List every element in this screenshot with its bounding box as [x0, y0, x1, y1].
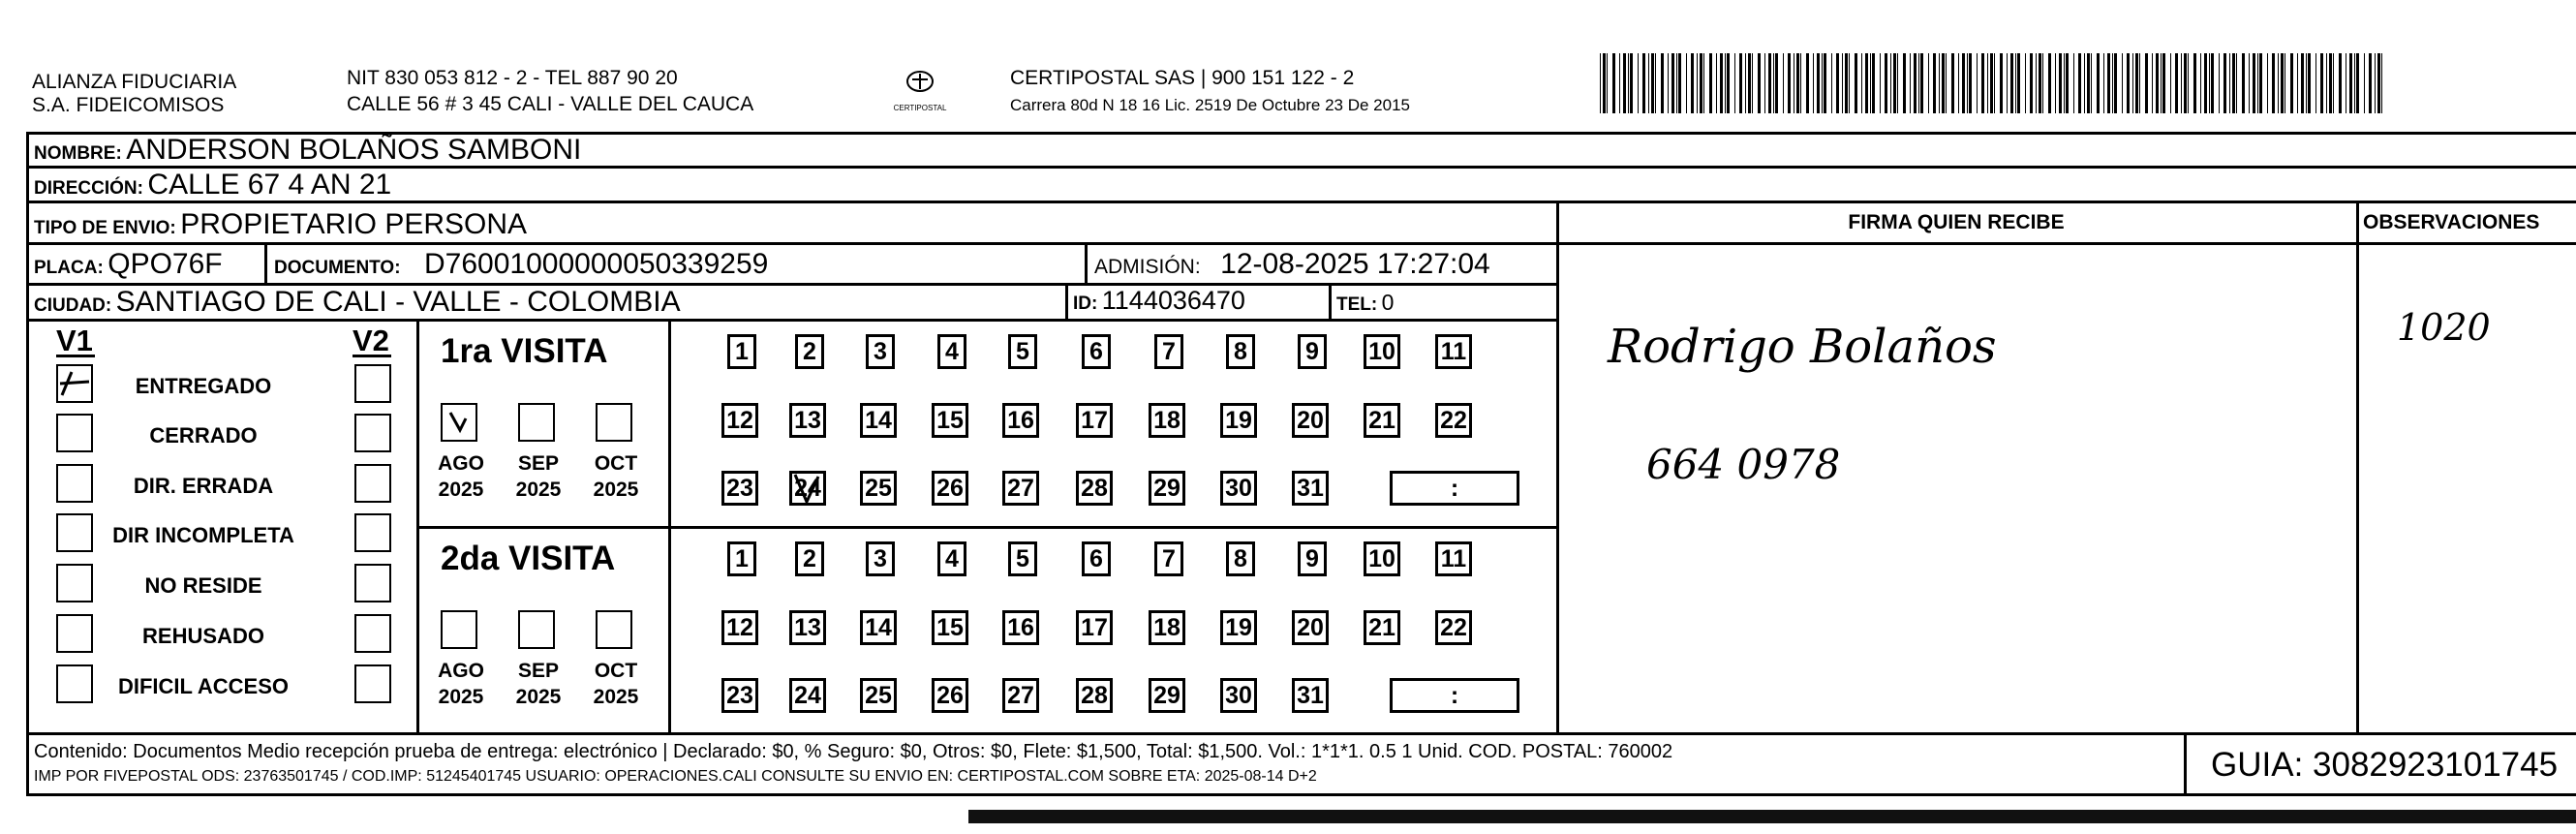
documento-label: DOCUMENTO: — [274, 258, 401, 278]
frame-bottom — [26, 793, 2576, 796]
day-box-23[interactable]: 23 — [721, 678, 758, 713]
visit-title: 1ra VISITA — [441, 332, 608, 370]
year-label: 2025 — [438, 686, 484, 708]
carrier-name: CERTIPOSTAL SAS | 900 151 122 - 2 — [1010, 67, 1355, 89]
tel-value: 0 — [1381, 290, 1395, 315]
day-box-19[interactable]: 19 — [1220, 403, 1257, 438]
day-box-12[interactable]: 12 — [721, 610, 758, 645]
direccion-label: DIRECCIÓN: — [34, 178, 143, 199]
month-checkbox[interactable] — [596, 403, 632, 442]
month-checkbox[interactable] — [441, 403, 477, 442]
month-label: SEP — [517, 660, 560, 682]
certipostal-logo-text: CERTIPOSTAL — [893, 104, 947, 112]
ciudad-label: CIUDAD: — [34, 295, 112, 316]
day-box-9[interactable]: 9 — [1298, 334, 1327, 369]
month-checkbox[interactable] — [518, 403, 555, 442]
day-box-23[interactable]: 23 — [721, 471, 758, 506]
admision-value: 12-08-2025 17:27:04 — [1220, 248, 1490, 280]
tel-row — [1336, 292, 1394, 314]
placa-value: QPO76F — [107, 248, 223, 280]
day-box-5[interactable]: 5 — [1008, 541, 1037, 576]
day-box-19[interactable]: 19 — [1220, 610, 1257, 645]
guia-row — [2211, 748, 2558, 782]
year-label: 2025 — [593, 479, 639, 501]
day-box-3[interactable]: 3 — [866, 334, 895, 369]
day-box-25[interactable]: 25 — [860, 678, 897, 713]
month-label: AGO — [438, 660, 484, 682]
admision-row — [1094, 250, 1490, 279]
day-box-11[interactable]: 11 — [1435, 541, 1472, 576]
time-box[interactable]: : — [1390, 471, 1519, 506]
observation-handwritten: 1020 — [2397, 306, 2491, 349]
day-box-15[interactable]: 15 — [932, 403, 968, 438]
day-box-10[interactable]: 10 — [1364, 541, 1400, 576]
v2-checkbox[interactable] — [354, 664, 391, 703]
day-box-22[interactable]: 22 — [1435, 403, 1472, 438]
signature-handwritten: Rodrigo Bolaños — [1608, 320, 1997, 374]
day-box-14[interactable]: 14 — [860, 403, 897, 438]
guia-value: 3082923101745 — [2313, 746, 2559, 784]
day-box-4[interactable]: 4 — [937, 541, 966, 576]
placa-row — [34, 250, 223, 279]
day-box-8[interactable]: 8 — [1226, 334, 1255, 369]
row-divider-2 — [26, 201, 2576, 203]
id-row — [1073, 288, 1245, 314]
day-box-2[interactable]: 2 — [795, 334, 824, 369]
v1-checkbox[interactable] — [56, 364, 93, 403]
v2-checkbox[interactable] — [354, 414, 391, 452]
time-box[interactable]: : — [1390, 678, 1519, 713]
tipo-envio-value: PROPIETARIO PERSONA — [180, 208, 528, 240]
v1-underline — [56, 355, 95, 357]
year-label: 2025 — [515, 686, 562, 708]
day-box-26[interactable]: 26 — [932, 678, 968, 713]
company-nit: NIT 830 053 812 - 2 - TEL 887 90 20 — [347, 67, 678, 89]
day-box-2[interactable]: 2 — [795, 541, 824, 576]
observaciones-header: OBSERVACIONES — [2363, 211, 2540, 233]
nombre-value: ANDERSON BOLAÑOS SAMBONI — [126, 134, 582, 166]
day-box-13[interactable]: 13 — [789, 610, 826, 645]
row-divider-5 — [26, 319, 1556, 322]
nombre-row — [34, 136, 581, 165]
day-box-7[interactable]: 7 — [1154, 334, 1183, 369]
day-box-6[interactable]: 6 — [1082, 541, 1111, 576]
documento-value: D76001000000050339259 — [424, 248, 769, 280]
company-address: CALLE 56 # 3 45 CALI - VALLE DEL CAUCA — [347, 93, 754, 115]
day-box-27[interactable]: 27 — [1002, 678, 1039, 713]
handwritten-number: 664 0978 — [1646, 441, 1841, 488]
v2-label: V2 — [353, 324, 389, 357]
certipostal-logo — [881, 64, 959, 118]
month-label: OCT — [594, 660, 638, 682]
admision-label: ADMISIÓN: — [1094, 256, 1201, 278]
v1-checkbox[interactable] — [56, 564, 93, 602]
day-box-16[interactable]: 16 — [1002, 610, 1039, 645]
status-label: DIR. ERRADA — [133, 474, 274, 498]
ciudad-value: SANTIAGO DE CALI - VALLE - COLOMBIA — [115, 286, 681, 318]
v2-underline — [353, 355, 391, 357]
documento-row — [274, 250, 768, 279]
day-box-16[interactable]: 16 — [1002, 403, 1039, 438]
v1-label: V1 — [56, 324, 93, 357]
day-box-29[interactable]: 29 — [1149, 471, 1185, 506]
day-box-21[interactable]: 21 — [1364, 610, 1400, 645]
month-checkbox[interactable] — [441, 610, 477, 649]
year-label: 2025 — [515, 479, 562, 501]
frame-left — [26, 132, 29, 793]
day-box-12[interactable]: 12 — [721, 403, 758, 438]
nombre-label: NOMBRE: — [34, 143, 122, 164]
month-label: OCT — [594, 452, 638, 475]
day-box-14[interactable]: 14 — [860, 610, 897, 645]
day-box-28[interactable]: 28 — [1076, 471, 1113, 506]
tipo-envio-label: TIPO DE ENVIO: — [34, 218, 176, 238]
day-box-24[interactable]: 24 — [789, 678, 826, 713]
day-box-9[interactable]: 9 — [1298, 541, 1327, 576]
day-box-3[interactable]: 3 — [866, 541, 895, 576]
col-divider-obs — [2356, 201, 2359, 732]
day-box-8[interactable]: 8 — [1226, 541, 1255, 576]
admision-divider — [1085, 242, 1088, 283]
check-mark-icon — [58, 366, 91, 401]
day-box-6[interactable]: 6 — [1082, 334, 1111, 369]
v1-checkbox[interactable] — [56, 664, 93, 703]
day-box-22[interactable]: 22 — [1435, 610, 1472, 645]
day-box-31[interactable]: 31 — [1292, 678, 1329, 713]
id-divider — [1065, 283, 1068, 319]
firma-header: FIRMA QUIEN RECIBE — [1848, 211, 2065, 233]
v2-checkbox[interactable] — [354, 513, 391, 552]
day-box-27[interactable]: 27 — [1002, 471, 1039, 506]
v2-checkbox[interactable] — [354, 464, 391, 503]
visit-title: 2da VISITA — [441, 540, 616, 577]
status-label: DIR INCOMPLETA — [112, 523, 294, 547]
month-label: SEP — [517, 452, 560, 475]
day-box-18[interactable]: 18 — [1149, 610, 1185, 645]
day-box-28[interactable]: 28 — [1076, 678, 1113, 713]
id-value: 1144036470 — [1101, 286, 1245, 315]
day-box-20[interactable]: 20 — [1292, 403, 1329, 438]
month-checkbox[interactable] — [518, 610, 555, 649]
scan-edge-bar — [968, 810, 2576, 823]
placa-divider — [264, 242, 267, 283]
col-divider-guia — [2184, 732, 2187, 793]
status-label: REHUSADO — [142, 624, 264, 648]
day-box-4[interactable]: 4 — [937, 334, 966, 369]
direccion-row — [34, 170, 391, 200]
v2-checkbox[interactable] — [354, 364, 391, 403]
tel-label: TEL: — [1336, 294, 1378, 315]
company-name-line2: S.A. FIDEICOMISOS — [32, 94, 225, 116]
placa-label: PLACA: — [34, 258, 104, 278]
day-box-10[interactable]: 10 — [1364, 334, 1400, 369]
v2-checkbox[interactable] — [354, 564, 391, 602]
year-label: 2025 — [593, 686, 639, 708]
month-checkbox[interactable] — [596, 610, 632, 649]
id-label: ID: — [1073, 293, 1098, 314]
day-box-13[interactable]: 13 — [789, 403, 826, 438]
day-box-15[interactable]: 15 — [932, 610, 968, 645]
carrier-address: Carrera 80d N 18 16 Lic. 2519 De Octubre 23 De 2015 — [1010, 96, 1410, 114]
guia-label: GUIA: — [2211, 746, 2304, 784]
certipostal-logo-icon — [881, 64, 959, 118]
day-box-1[interactable]: 1 — [727, 334, 756, 369]
row-divider-firma — [1556, 242, 2576, 245]
day-mark-icon — [789, 471, 826, 506]
tipo-envio-row — [34, 210, 527, 239]
day-box-29[interactable]: 29 — [1149, 678, 1185, 713]
day-box-7[interactable]: 7 — [1154, 541, 1183, 576]
barcode-icon — [1598, 53, 2387, 113]
day-box-30[interactable]: 30 — [1220, 678, 1257, 713]
row-divider-1 — [26, 166, 2576, 169]
company-name-line1: ALIANZA FIDUCIARIA — [32, 71, 237, 93]
tel-divider — [1329, 283, 1332, 319]
v2-checkbox[interactable] — [354, 614, 391, 653]
day-box-21[interactable]: 21 — [1364, 403, 1400, 438]
col-divider-firma — [1556, 201, 1559, 732]
check-mark-icon — [443, 405, 475, 440]
ciudad-row — [34, 288, 681, 317]
v1-checkbox[interactable] — [56, 513, 93, 552]
footer-top — [26, 732, 2576, 735]
footer-impresion: IMP POR FIVEPOSTAL ODS: 23763501745 / COD.IMP: 51245401745 USUARIO: OPERACIONES.CALI CONSULTE SU ENVIO EN: CERTIPOSTAL.COM SOBRE ETA: 2025-08-14 D+2 — [34, 768, 1317, 785]
day-box-5[interactable]: 5 — [1008, 334, 1037, 369]
row-divider-3 — [26, 242, 1556, 245]
footer-contenido: Contenido: Documentos Medio recepción prueba de entrega: electrónico | Declarado: $0, % Seguro: $0, Otros: $0, Flete: $1,500, Total: $1,500. Vol.: 1*1*1. 0.5 1 Unid. COD. POSTAL: 760002 — [34, 741, 1673, 762]
status-label: DIFICIL ACCESO — [117, 674, 289, 698]
day-box-11[interactable]: 11 — [1435, 334, 1472, 369]
day-box-31[interactable]: 31 — [1292, 471, 1329, 506]
day-box-17[interactable]: 17 — [1076, 403, 1113, 438]
day-box-30[interactable]: 30 — [1220, 471, 1257, 506]
day-box-26[interactable]: 26 — [932, 471, 968, 506]
day-box-24[interactable]: 24 — [789, 471, 826, 506]
v1-checkbox[interactable] — [56, 464, 93, 503]
day-box-25[interactable]: 25 — [860, 471, 897, 506]
day-box-18[interactable]: 18 — [1149, 403, 1185, 438]
status-label: CERRADO — [149, 423, 258, 448]
day-box-1[interactable]: 1 — [727, 541, 756, 576]
day-box-17[interactable]: 17 — [1076, 610, 1113, 645]
barcode — [1598, 53, 2387, 113]
v1-checkbox[interactable] — [56, 414, 93, 452]
month-label: AGO — [438, 452, 484, 475]
status-label: ENTREGADO — [135, 374, 272, 398]
year-label: 2025 — [438, 479, 484, 501]
day-box-20[interactable]: 20 — [1292, 610, 1329, 645]
status-label: NO RESIDE — [144, 573, 262, 598]
visit-row-divider — [416, 526, 1556, 529]
v1-checkbox[interactable] — [56, 614, 93, 653]
direccion-value: CALLE 67 4 AN 21 — [147, 169, 392, 201]
